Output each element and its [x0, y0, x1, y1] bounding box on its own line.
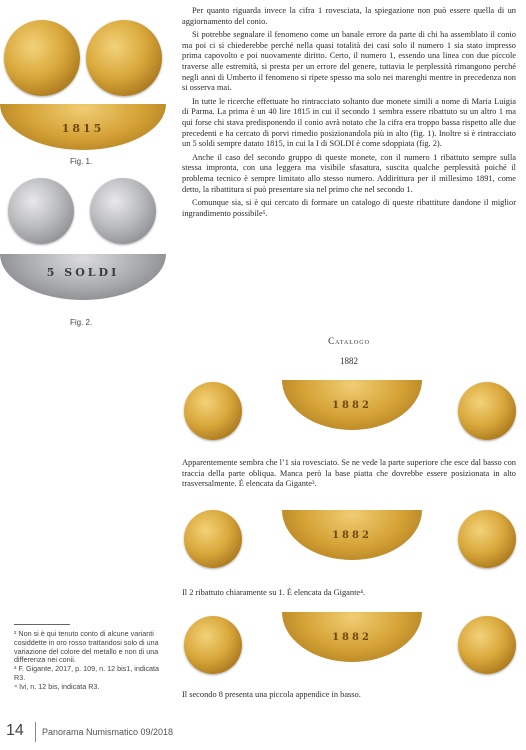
catalog-row2-reverse: [458, 510, 516, 568]
catalog-row3-reverse: [458, 616, 516, 674]
catalog-row3-rim-text: 1882: [332, 632, 372, 643]
footer-divider: [35, 722, 36, 742]
paragraph-2: Si potrebbe segnalare il fenomeno come un banale errore da parte di chi ha assemblato il conio ma poi ci si chiederebbe perché nella quasi totalità dei casi solo il numero 1 sia stato impresso prima capovolto e poi nuovamente diritto. Certo, il numero 1, essendo una linea con due piccole traverse alle estremità, si presta per un errore del genere, tuttavia le perplessità rimangono perché negli anni di Umberto il fenomeno si ripete spesso ma solo nei marenghi mentre in precedenza non si osserva mai.: [182, 30, 516, 93]
footnote-divider: [14, 624, 70, 625]
footnote-3: ³ F. Gigante, 2017, p. 109, n. 12 bis1, indicata R3.: [14, 664, 160, 682]
fig1-date-closeup: [0, 104, 166, 150]
catalog-row3-date-closeup: [282, 612, 422, 662]
catalog-row1-obverse: [184, 382, 242, 440]
fig2-caption: Fig. 2.: [70, 318, 93, 327]
catalog-row2-date-closeup: [282, 510, 422, 560]
catalog-row2-rim-text: 1882: [332, 530, 372, 541]
fig2-coin-reverse: [90, 178, 156, 244]
catalog-row1-description: Apparentemente sembra che l’1 sia rovesciato. Se ne vede la parte superiore che esce dal basso con traccia della parte obliqua. Manca però la base piatta che dovrebbe essere posizionata in alto trasversalmente. È elencata da Gigante³.: [182, 458, 516, 489]
fig1-rim-text: 1815: [61, 122, 105, 135]
footnote-4: ⁴ Ivi, n. 12 bis, indicata R3.: [14, 681, 100, 691]
fig1-coin-obverse: [4, 20, 80, 96]
paragraph-1: Per quanto riguarda invece la cifra 1 rovesciata, la spiegazione non può essere quella di un aggiornamento del conio.: [182, 6, 516, 26]
catalog-row1-date-closeup: [282, 380, 422, 430]
article-body: [182, 6, 516, 219]
publication-name: Panorama Numismatico 09/2018: [42, 727, 174, 737]
paragraph-3: In tutte le ricerche effettuate ho rintracciato soltanto due monete simili a nome di Maria Luigia di Parma. La prima è un 40 lire 1815 in cui il secondo 1 sembra essere ribattuto su un altro 1 ma qui forse chi stava predisponendo il conio avrà notato che la cifra era troppo bassa rispetto alle due precedenti e ha cercato di porvi rimedio posizionandola più in alto (fig. 1). Inoltre si è rintracciato un 5 soldi sempre datato 1815, in cui la I di SOLDI è come sdoppiata (fig. 2).: [182, 96, 516, 149]
catalog-row3-obverse: [184, 616, 242, 674]
fig1-caption: Fig. 1.: [70, 157, 93, 166]
fig2-rim-text: 5 SOLDI: [46, 266, 120, 279]
fig2-rim-closeup: [0, 254, 166, 300]
footnotes: [14, 630, 164, 692]
paragraph-5: Comunque sia, si è qui cercato di formare un catalogo di queste ribattiture dandone il miglior ingrandimento possibile⁵.: [182, 198, 516, 218]
catalog-row2-obverse: [184, 510, 242, 568]
footnote-2: ² Non si è qui tenuto conto di alcune varianti cosiddette in oro rosso trattandosi solo di una variazione del colore del metallo e non di una differenza nei conii.: [14, 629, 159, 665]
catalog-row2-description: Il 2 ribattuto chiaramente su 1. È elencata da Gigante⁴.: [182, 588, 366, 597]
catalog-title: Catalogo: [328, 336, 370, 346]
catalog-row1-rim-text: 1882: [332, 400, 372, 411]
catalog-row3-description: Il secondo 8 presenta una piccola appendice in basso.: [182, 690, 361, 699]
page-number: 14: [6, 722, 24, 739]
fig2-coin-obverse: [8, 178, 74, 244]
fig1-coin-reverse: [86, 20, 162, 96]
catalog-year: 1882: [340, 356, 358, 366]
catalog-row1-reverse: [458, 382, 516, 440]
paragraph-4: Anche il caso del secondo gruppo di queste monete, con il numero 1 ribattuto sempre sulla stessa impronta, con una leggera ma visibile sfasatura, suscita qualche perplessità poiché il problema tecnico è sempre limitato allo stesso numero. Addirittura per il millesimo 1891, come detto, la ribattitura si può presentare sia nel primo che nel secondo 1.: [182, 152, 516, 194]
